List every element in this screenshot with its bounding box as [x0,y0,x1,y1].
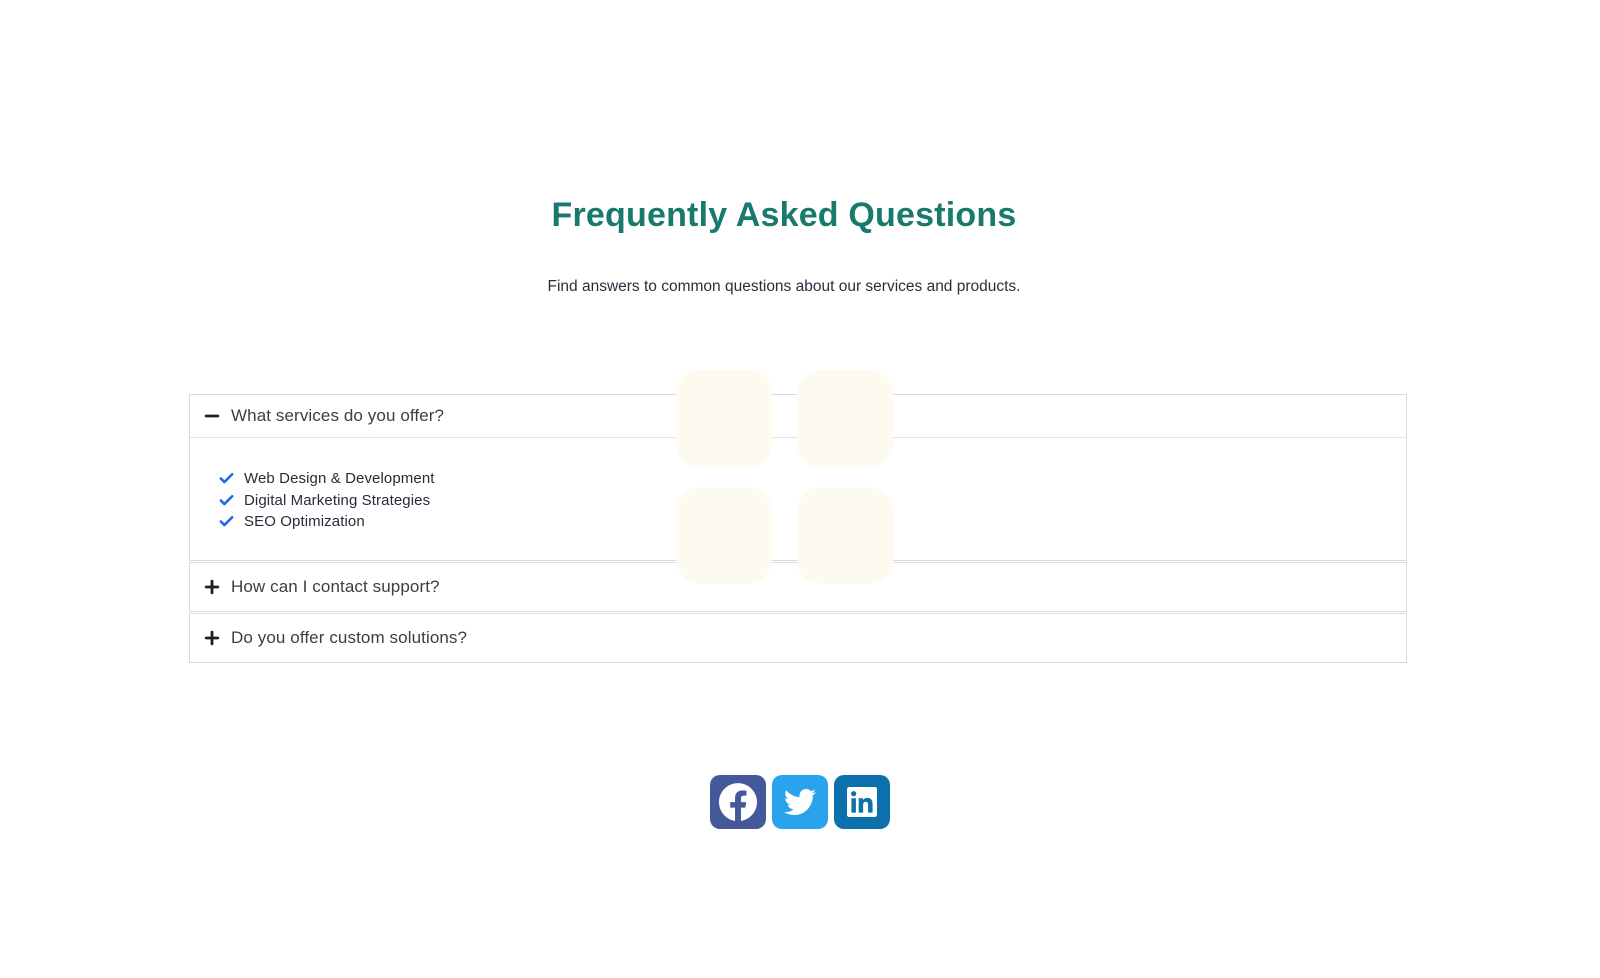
page-title: Frequently Asked Questions [551,196,1017,234]
faq-item [189,613,1407,663]
check-icon [218,470,235,487]
social-links [0,775,1600,829]
faq-item [189,562,1407,612]
page-subtitle: Find answers to common questions about our services and products. [547,278,1021,295]
linkedin-icon [847,787,877,817]
check-icon [218,492,235,509]
faq-question-text: How can I contact support? [231,576,440,596]
facebook-button[interactable] [710,775,766,829]
linkedin-button[interactable] [834,775,890,829]
answer-item [218,490,1392,512]
facebook-icon [719,783,757,821]
faq-answer-panel [190,437,1406,560]
faq-question-toggle[interactable] [190,614,1406,662]
answer-text: SEO Optimization [244,513,365,531]
answer-item [218,511,1392,533]
answer-list [218,468,1392,533]
plus-icon [204,630,220,646]
answer-text: Digital Marketing Strategies [244,491,431,509]
faq-accordion [189,394,1407,663]
answer-item [218,468,1392,490]
faq-question-text: What services do you offer? [231,406,445,425]
answer-text: Web Design & Development [244,470,435,488]
twitter-button[interactable] [772,775,828,829]
faq-question-toggle[interactable] [190,395,1406,437]
minus-icon [204,408,220,424]
twitter-icon [784,786,816,818]
faq-question-toggle[interactable] [190,563,1406,611]
check-icon [218,513,235,530]
faq-question-text: Do you offer custom solutions? [231,627,468,647]
plus-icon [204,579,220,595]
faq-item [189,394,1407,561]
